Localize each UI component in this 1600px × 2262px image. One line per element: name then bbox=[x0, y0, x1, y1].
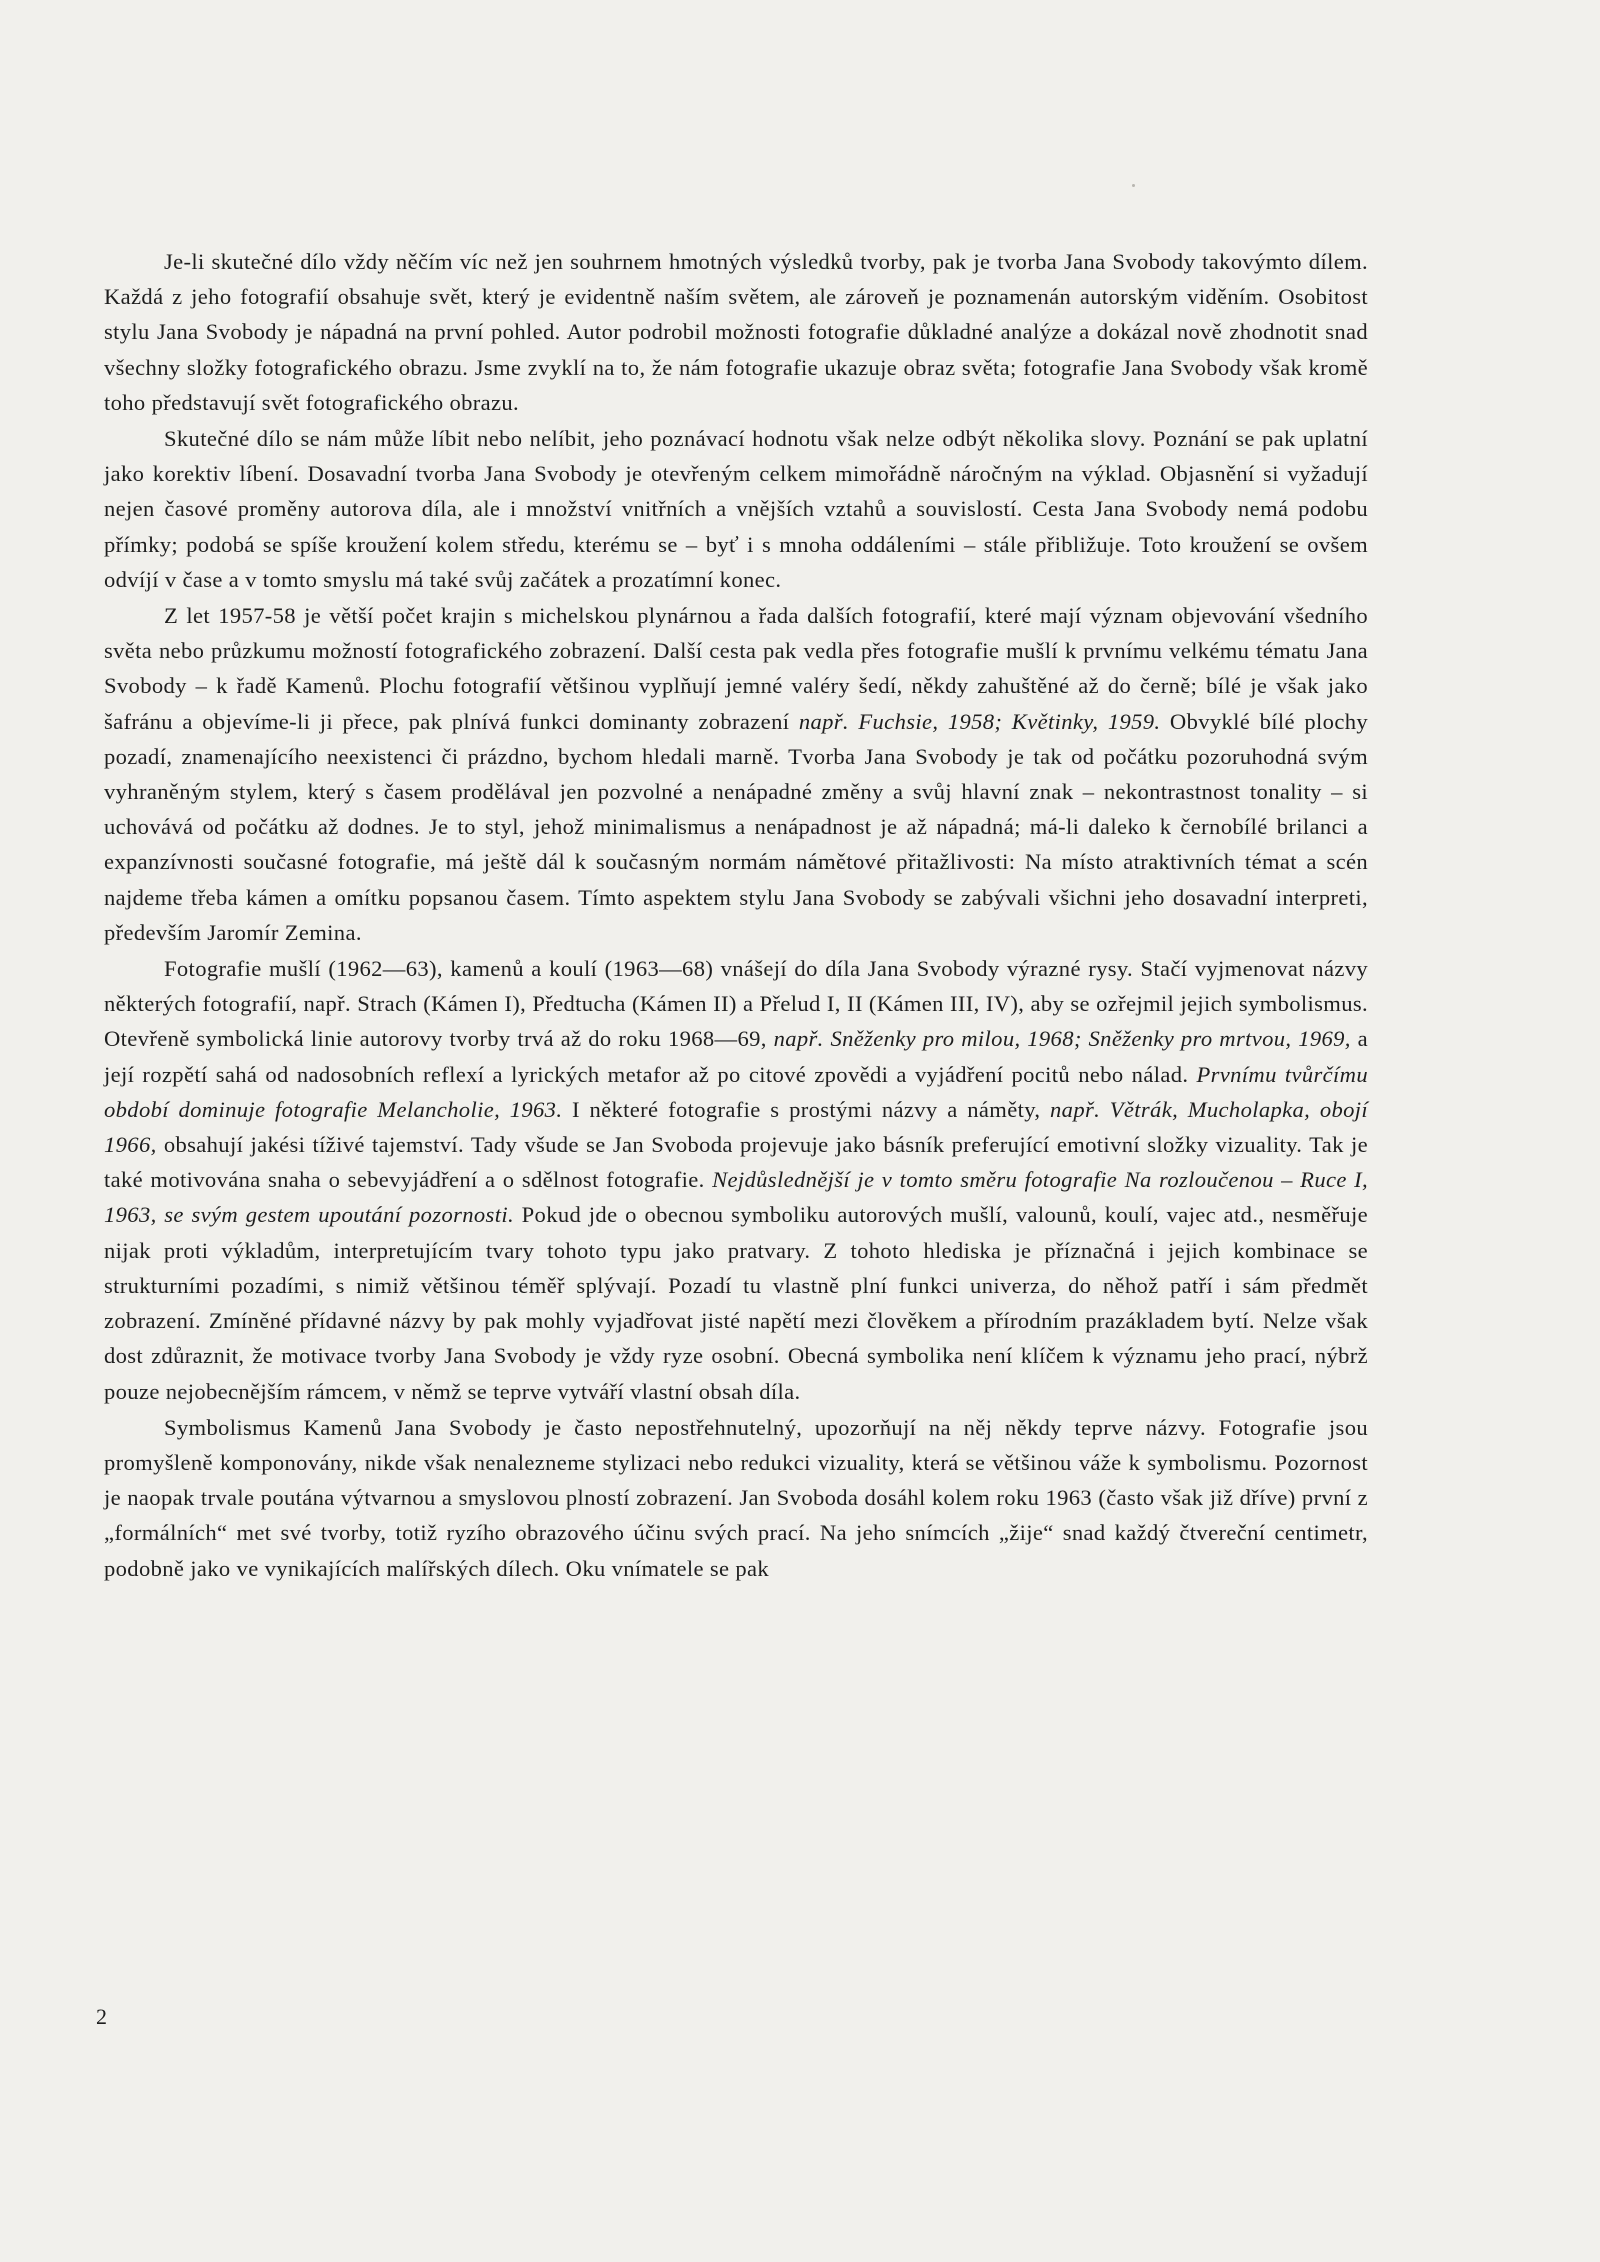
text-run: Symbolismus Kamenů Jana Svobody je často nepostřehnutelný, upozorňují na něj někdy teprve názvy. Fotografie jsou promyšleně komponovány, nikde však nenalezneme stylizaci nebo redukci vizuality, která se většinou váže k symbolismu. Pozornost je naopak trvale poutána výtvarnou a smyslovou plností zobrazení. Jan Svoboda dosáhl kolem roku 1963 (často však již dříve) první z „formálních“ met své tvorby, totiž ryzího obrazového účinu svých prací. Na jeho snímcích „žije“ snad každý čtvereční centimetr, podobně jako ve vynikajících malířských dílech. Oku vnímatele se pak bbox=[104, 1414, 1368, 1581]
italic-text-run: Nejdůslednější je v tomto směru fotografie Na rozloučenou – Ruce I, 1963, se svým gestem upoutání pozornosti. bbox=[104, 1167, 1369, 1228]
text-run: Fotografie mušlí (1962—63), kamenů a koulí (1963—68) vnášejí do díla Jana Svobody výrazné rysy. Stačí vyjmenovat názvy některých fotografií, např. Strach (Kámen I), Předtucha (Kámen II) a Přelud I, II (Kámen III, IV), aby se ozřejmil jejich symbolismus. Otevřeně symbolická linie autorovy tvorby trvá až do roku 1968—69, bbox=[104, 956, 1368, 1052]
paragraph-5 bbox=[104, 1410, 1368, 1586]
paragraph-2 bbox=[104, 421, 1368, 597]
body-text bbox=[104, 244, 1368, 1587]
text-run: a její rozpětí sahá od nadosobních reflexí a lyrických metafor až po citové zpovědi a vyjádření pocitů nebo nálad. bbox=[104, 1026, 1368, 1087]
text-run: Je-li skutečné dílo vždy něčím víc než jen souhrnem hmotných výsledků tvorby, pak je tvorba Jana Svobody takovýmto dílem. Každá z jeho fotografií obsahuje svět, který je evidentně naším světem, ale zároveň je poznamenán autorským viděním. Osobitost stylu Jana Svobody je nápadná na první pohled. Autor podrobil možnosti fotografie důkladné analýze a dokázal nově zhodnotit snad všechny složky fotografického obrazu. Jsme zvyklí na to, že nám fotografie ukazuje obraz světa; fotografie Jana Svobody však kromě toho představují svět fotografického obrazu. bbox=[104, 249, 1368, 415]
italic-text-run: např. Fuchsie, 1958; Květinky, 1959. bbox=[798, 708, 1161, 734]
text-run: Obvyklé bílé plochy pozadí, znamenajícího neexistenci či prázdno, bychom hledali marně. Tvorba Jana Svobody je tak od počátku pozoruhodná svým vyhraněným stylem, který s časem prodělával jen pozvolné a nenápadné změny a svůj hlavní znak – nekontrastnost tonality – si uchovává od počátku až dodnes. Je to styl, jehož minimalismus a nenápadnost je až nápadná; má-li daleko k černobílé brilanci a expanzívnosti současné fotografie, má ještě dál k současným normám námětové přitažlivosti: Na místo atraktivních témat a scén najdeme třeba kámen a omítku popsanou časem. Tímto aspektem stylu Jana Svobody se zabývali všichni jeho dosavadní interpreti, především Jaromír Zemina. bbox=[104, 708, 1368, 945]
paragraph-3 bbox=[104, 598, 1368, 950]
stray-mark bbox=[1132, 184, 1135, 187]
italic-text-run: Prvnímu tvůrčímu období dominuje fotografie Melancholie, 1963. bbox=[104, 1061, 1368, 1122]
text-run: I některé fotografie s prostými názvy a náměty, bbox=[562, 1096, 1051, 1122]
italic-text-run: např. Sněženky pro milou, 1968; Sněženky pro mrtvou, 1969, bbox=[773, 1026, 1351, 1052]
text-run: Skutečné dílo se nám může líbit nebo nelíbit, jeho poznávací hodnotu však nelze odbýt několika slovy. Poznání se pak uplatní jako korektiv líbení. Dosavadní tvorba Jana Svobody je otevřeným celkem mimořádně náročným na výklad. Objasnění si vyžadují nejen časové proměny autorova díla, ale i množství vnitřních a vnějších vztahů a souvislostí. Cesta Jana Svobody nemá podobu přímky; podobá se spíše kroužení kolem středu, kterému se – byť i s mnoha oddáleními – stále přibližuje. Toto kroužení se ovšem odvíjí v čase a v tomto smyslu má také svůj začátek a prozatímní konec. bbox=[104, 426, 1368, 592]
paragraph-4 bbox=[104, 951, 1368, 1409]
text-run: Z let 1957-58 je větší počet krajin s michelskou plynárnou a řada dalších fotografií, které mají význam objevování všedního světa nebo průzkumu možností fotografického zobrazení. Další cesta pak vedla přes fotografie mušlí k prvnímu velkému tématu Jana Svobody – k řadě Kamenů. Plochu fotografií většinou vyplňují jemné valéry šedí, někdy zahuštěné až do černě; bílé je však jako šafránu a objevíme-li ji přece, pak plnívá funkci dominanty zobrazení bbox=[104, 603, 1368, 734]
text-run: obsahují jakési tíživé tajemství. Tady všude se Jan Svoboda projevuje jako básník preferující emotivní složky vizuality. Tak je také motivována snaha o sebevyjádření a o sdělnost fotografie. bbox=[104, 1132, 1368, 1193]
italic-text-run: např. Větrák, Mucholapka, obojí 1966, bbox=[104, 1096, 1369, 1158]
text-run: Pokud jde o obecnou symboliku autorových mušlí, valounů, koulí, vajec atd., nesměřuje nijak proti výkladům, interpretujícím tvary tohoto typu jako pratvary. Z tohoto hlediska je příznačná i jejich kombinace se strukturními pozadími, s nimiž většinou téměř splývají. Pozadí tu vlastně plní funkci univerza, do něhož patří i sám předmět zobrazení. Zmíněné přídavné názvy by pak mohly vyjadřovat jisté napětí mezi člověkem a přírodním prazákladem bytí. Nelze však dost zdůraznit, že motivace tvorby Jana Svobody je vždy ryze osobní. Obecná symbolika není klíčem k významu jeho prací, nýbrž pouze nejobecnějším rámcem, v němž se teprve vytváří vlastní obsah díla. bbox=[104, 1202, 1369, 1404]
page-number: 2 bbox=[96, 2004, 107, 2029]
paragraph-1 bbox=[104, 244, 1368, 420]
